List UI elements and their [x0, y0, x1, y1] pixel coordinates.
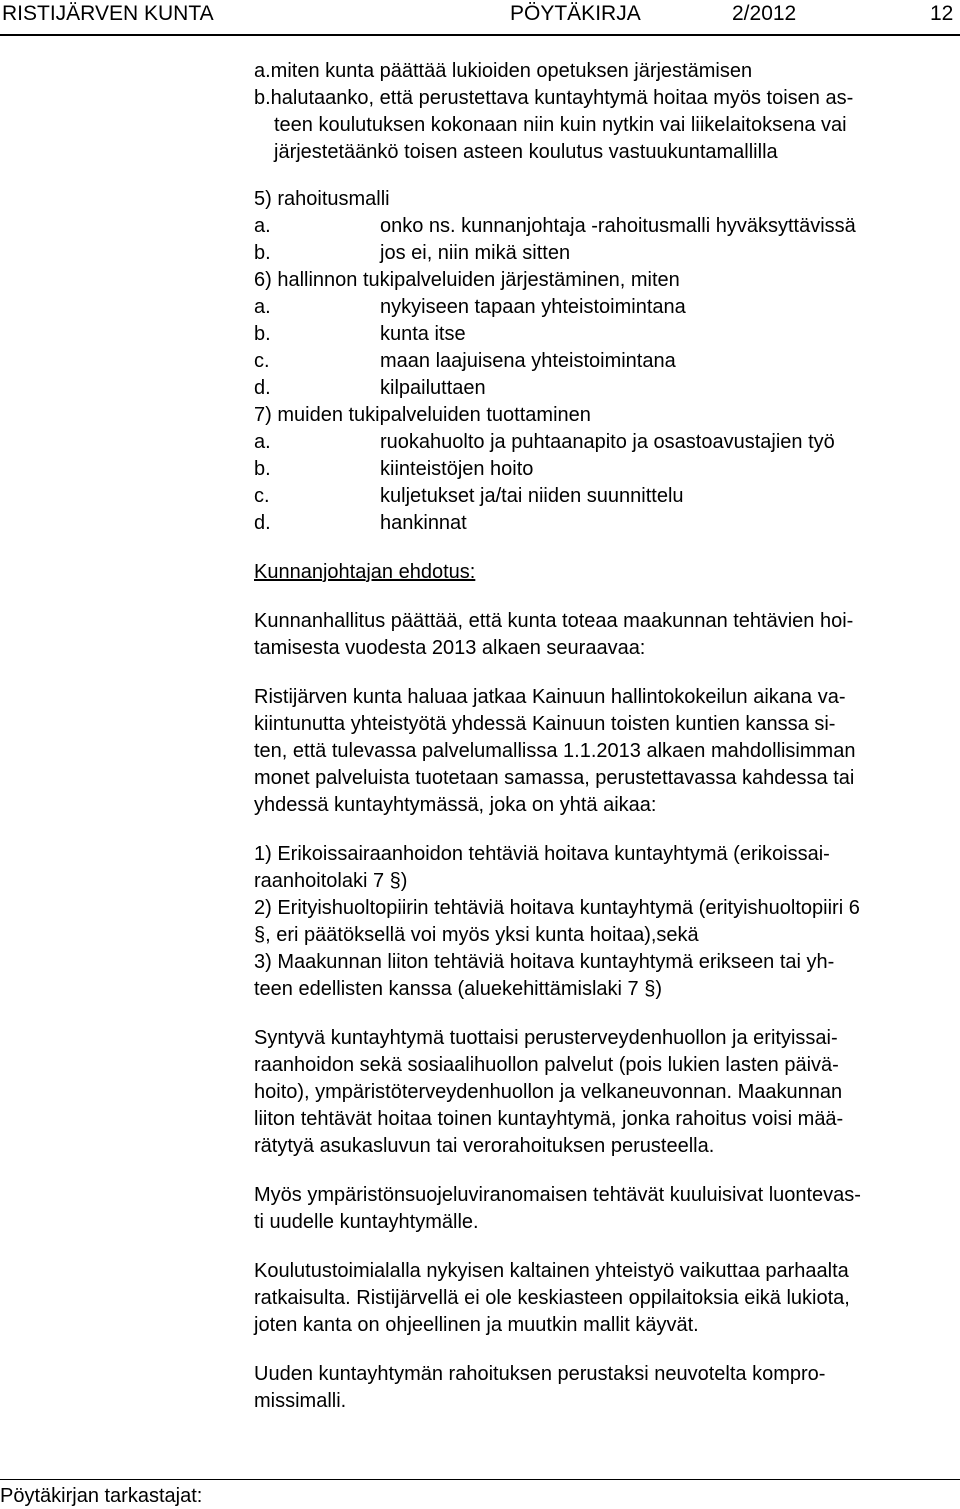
intro-item-a: a.miten kunta päättää lukioiden opetuksen järjestämisen — [254, 60, 753, 82]
section-5 — [254, 186, 954, 267]
list-text: jos ei, niin mikä sitten — [380, 242, 571, 264]
list-text: nykyiseen tapaan yhteistoimintana — [380, 296, 686, 318]
paragraph-line: liiton tehtävät hoitaa toinen kuntayhtymä, jonka rahoitus voisi mää- — [254, 1108, 844, 1130]
list-letter: c. — [254, 350, 270, 372]
list-text: kilpailuttaen — [380, 377, 486, 399]
municipality-name: RISTIJÄRVEN KUNTA — [2, 2, 214, 25]
document-body — [254, 58, 954, 1415]
paragraph-line: missimalli. — [254, 1390, 347, 1412]
list-item — [254, 456, 954, 483]
list-text: onko ns. kunnanjohtaja -rahoitusmalli hyväksyttävissä — [380, 215, 856, 237]
paragraph-line: Syntyvä kuntayhtymä tuottaisi perusterveydenhuollon ja erityissai- — [254, 1027, 838, 1049]
reviewers-label: Pöytäkirjan tarkastajat: — [0, 1485, 203, 1507]
paragraph-line: ti uudelle kuntayhtymälle. — [254, 1211, 479, 1233]
list-text: kunta itse — [380, 323, 466, 345]
list-letter: b. — [254, 458, 271, 480]
paragraph-line: 3) Maakunnan liiton tehtäviä hoitava kuntayhtymä erikseen tai yh- — [254, 951, 835, 973]
paragraph-6 — [254, 1258, 954, 1339]
list-item — [254, 213, 954, 240]
document-type: PÖYTÄKIRJA — [510, 2, 641, 25]
paragraph-line: teen edellisten kanssa (aluekehittämislaki 7 §) — [254, 978, 662, 1000]
list-text: hankinnat — [380, 512, 467, 534]
footer-rule — [0, 1479, 960, 1480]
paragraph-line: yhdessä kuntayhtymässä, joka on yhtä aikaa: — [254, 794, 657, 816]
paragraph-line: 2) Erityishuoltopiirin tehtäviä hoitava kuntayhtymä (erityishuoltopiiri 6 — [254, 897, 860, 919]
paragraph-4 — [254, 1025, 954, 1160]
list-item — [254, 240, 954, 267]
list-text: maan laajuisena yhteistoimintana — [380, 350, 676, 372]
list-item — [254, 294, 954, 321]
intro-item-b-cont2: järjestetäänkö toisen asteen koulutus vastuukuntamallilla — [274, 141, 778, 163]
paragraph-line: ten, että tulevassa palvelumallissa 1.1.2013 alkaen mahdollisimman — [254, 740, 856, 762]
paragraph-line: joten kanta on ohjeellinen ja muutkin mallit käyvät. — [254, 1314, 699, 1336]
list-item — [254, 348, 954, 375]
list-item — [254, 483, 954, 510]
paragraph-line: monet palveluista tuotetaan samassa, perustettavassa kahdessa tai — [254, 767, 855, 789]
intro-item-b-cont1: teen koulutuksen kokonaan niin kuin nytkin vai liikelaitoksena vai — [274, 114, 847, 136]
paragraph-line: ratkaisulta. Ristijärvellä ei ole keskiasteen oppilaitoksia eikä lukiota, — [254, 1287, 850, 1309]
paragraph-line: Myös ympäristönsuojeluviranomaisen tehtävät kuuluisivat luontevas- — [254, 1184, 861, 1206]
list-letter: a. — [254, 431, 271, 453]
paragraph-5 — [254, 1182, 954, 1236]
list-letter: a. — [254, 296, 271, 318]
list-letter: d. — [254, 377, 271, 399]
list-item — [254, 321, 954, 348]
paragraph-line: Koulutustoimialalla nykyisen kaltainen yhteistyö vaikuttaa parhaalta — [254, 1260, 849, 1282]
paragraph-7 — [254, 1361, 954, 1415]
list-text: kiinteistöjen hoito — [380, 458, 534, 480]
list-letter: c. — [254, 485, 270, 507]
list-item — [254, 375, 954, 402]
list-text: kuljetukset ja/tai niiden suunnittelu — [380, 485, 684, 507]
paragraph-line: Ristijärven kunta haluaa jatkaa Kainuun hallintokokeilun aikana va- — [254, 686, 846, 708]
paragraph-line: raanhoitolaki 7 §) — [254, 870, 408, 892]
list-item — [254, 429, 954, 456]
paragraph-3 — [254, 841, 954, 1003]
section-7-title: 7) muiden tukipalveluiden tuottaminen — [254, 404, 591, 426]
section-6-title: 6) hallinnon tukipalveluiden järjestäminen, miten — [254, 269, 680, 291]
list-item — [254, 510, 954, 537]
list-letter: d. — [254, 512, 271, 534]
paragraph-line: raanhoidon sekä sosiaalihuollon palvelut (pois lukien lasten päivä- — [254, 1054, 839, 1076]
intro-list — [254, 58, 954, 166]
section-7 — [254, 402, 954, 537]
paragraph-line: tamisesta vuodesta 2013 alkaen seuraavaa: — [254, 637, 646, 659]
page-header — [0, 2, 960, 34]
paragraph-2 — [254, 684, 954, 819]
proposal-heading: Kunnanjohtajan ehdotus: — [254, 561, 476, 583]
list-letter: a. — [254, 215, 271, 237]
paragraph-line: rätytyä asukasluvun tai verorahoituksen perusteella. — [254, 1135, 715, 1157]
page-number: 12 — [930, 2, 954, 25]
paragraph-1 — [254, 608, 954, 662]
paragraph-line: §, eri päätöksellä voi myös yksi kunta hoitaa),sekä — [254, 924, 699, 946]
list-text: ruokahuolto ja puhtaanapito ja osastoavustajien työ — [380, 431, 835, 453]
document-number: 2/2012 — [732, 2, 797, 25]
list-letter: b. — [254, 323, 271, 345]
list-letter: b. — [254, 242, 271, 264]
section-6 — [254, 267, 954, 402]
paragraph-line: Kunnanhallitus päättää, että kunta toteaa maakunnan tehtävien hoi- — [254, 610, 854, 632]
paragraph-line: hoito), ympäristöterveydenhuollon ja velkaneuvonnan. Maakunnan — [254, 1081, 843, 1103]
paragraph-line: Uuden kuntayhtymän rahoituksen perustaksi neuvotelta kompro- — [254, 1363, 826, 1385]
header-rule — [0, 34, 960, 36]
paragraph-line: 1) Erikoissairaanhoidon tehtäviä hoitava kuntayhtymä (erikoissai- — [254, 843, 830, 865]
intro-item-b: b.halutaanko, että perustettava kuntayhtymä hoitaa myös toisen as- — [254, 87, 854, 109]
paragraph-line: kiintunutta yhteistyötä yhdessä Kainuun toisten kuntien kanssa si- — [254, 713, 836, 735]
section-5-title: 5) rahoitusmalli — [254, 188, 390, 210]
